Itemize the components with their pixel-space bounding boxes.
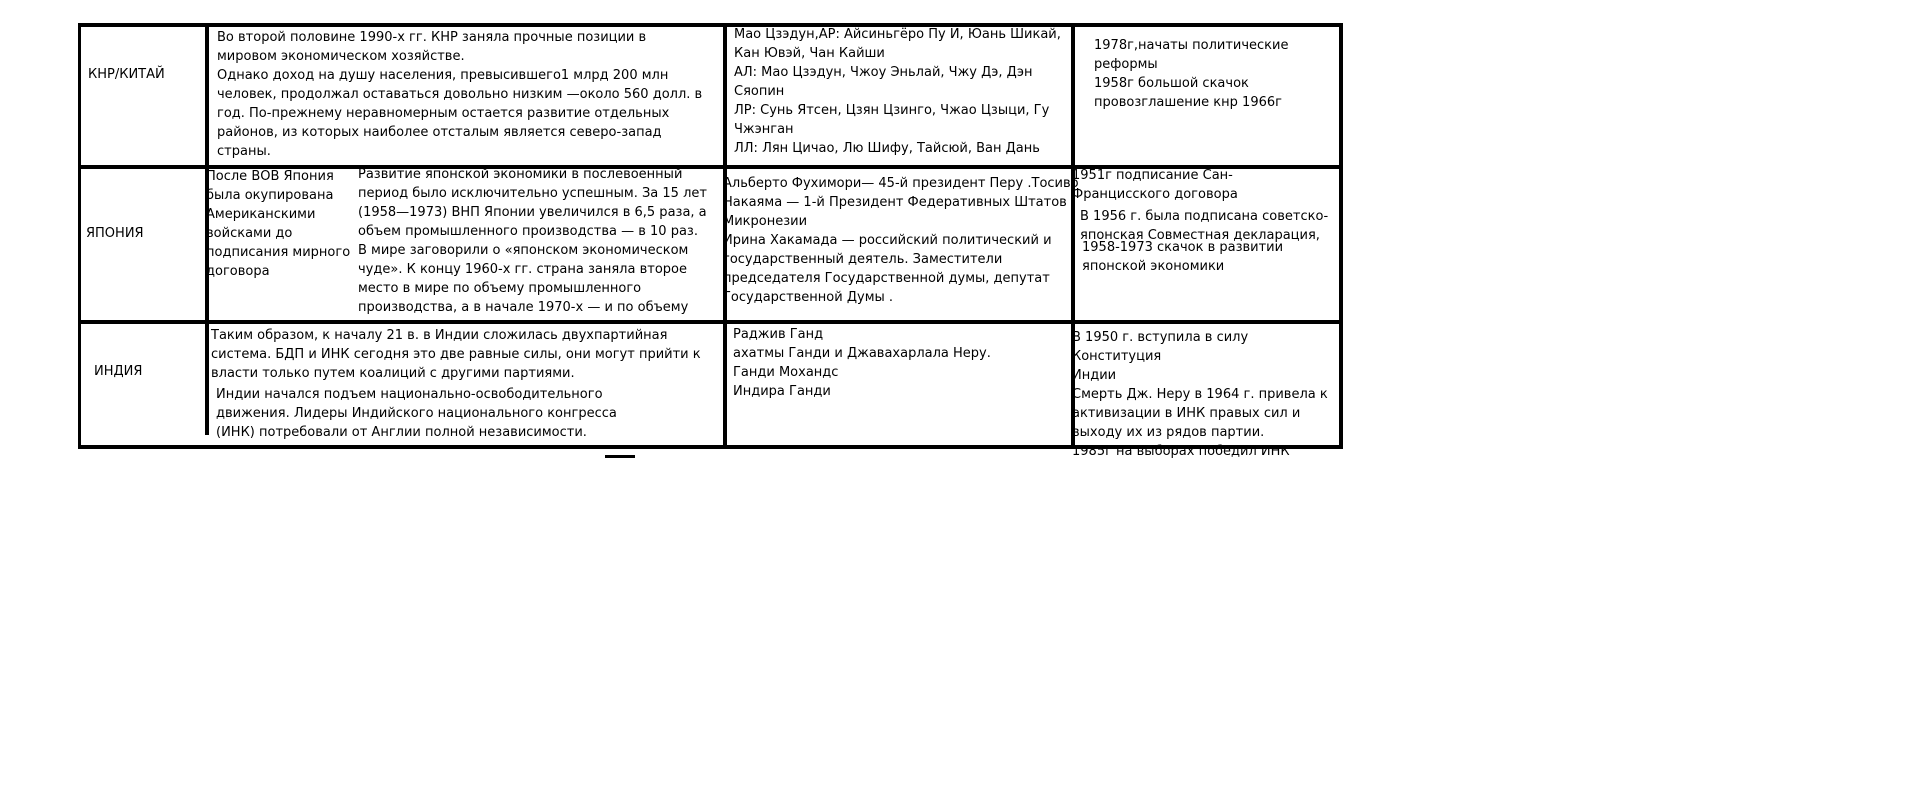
japan-occupation-text: После ВОВ Япония была окупирована Американскими войсками до подписания мирного договора	[206, 169, 351, 279]
japan-leap-text: 1958-1973 скачок в развитии японской экономики	[1082, 240, 1284, 274]
country-india: ИНДИЯ	[94, 364, 143, 379]
country-china: КНР/КИТАЙ	[88, 67, 165, 82]
india-independence-text: Индии начался подъем национально-освободительного движения. Лидеры Индийского национального конгресса (ИНК) потребовали от Англии полной независимости.	[216, 387, 617, 440]
china-economy-text: Во второй половине 1990-х гг. КНР заняла прочные позиции в мировом экономическом хозяйстве. Однако доход на душу населения, превысившего1 млрд 200 млн человек, продолжал оставаться довольно низким —около 560 долл. в год. По-прежнему неравномерным остается развитие отдельных районов, из которых наиболее отсталым является северо-запад страны.	[217, 30, 703, 159]
japan-economy-text: Развитие японской экономики в послевоенный период было исключительно успешным. За 15 лет (1958—1973) ВНП Японии увеличился в 6,5 раза, а объем промышленного производства — в 10 раз. В мире заговорили о «японском экономическом чуде». К концу 1960-х гг. страна заняла второе место в мире по объему промышленного производства, а в начале 1970-х — и по объему	[358, 167, 707, 315]
india-party-system-text: Таким образом, к началу 21 в. в Индии сложилась двухпартийная система. БДП и ИНК сегодня это две равные силы, они могут прийти к власти только путем коалиций с другими партиями.	[211, 328, 701, 381]
stray-mark	[605, 455, 635, 458]
table-border-top	[78, 23, 1343, 27]
china-leaders-text: Мао Цзэдун,АР: Айсиньгёро Пу И, Юань Шикай, Кан Ювэй, Чан Кайши АЛ: Мао Цзэдун, Чжоу Эньлай, Чжу Дэ, Дэн Сяопин ЛР: Сунь Ятсен, Цзян Цзинго, Чжао Цзыци, Гу Чжэнган ЛЛ: Лян Цичао, Лю Шифу, Тайсюй, Ван Дань	[734, 27, 1061, 156]
india-leaders-text: Раджив Ганд ахатмы Ганди и Джавахарлала Неру. Ганди Мохандс Индира Ганди	[733, 327, 991, 399]
japan-treaty-text: 1951г подписание Сан- Францисского договора	[1072, 168, 1238, 202]
japan-leaders-text: Альберто Фухимори— 45-й президент Перу .Тосиво Накаяма — 1-й Президент Федеративных Штатов Микронезии Ирина Хакамада — российский политический и государственный деятель. Заместители председателя Государственной думы, депутат Государственной Думы .	[723, 176, 1079, 305]
country-japan: ЯПОНИЯ	[86, 226, 144, 241]
japan-declaration-text: В 1956 г. была подписана советско- японская Совместная декларация,	[1080, 209, 1329, 243]
row-divider-2	[78, 320, 1343, 324]
china-dates-text: 1978г,начаты политические реформы 1958г большой скачок провозглашение кнр 1966г	[1094, 38, 1289, 110]
india-dates-text: В 1950 г. вступила в силу Конституция Индии Смерть Дж. Неру в 1964 г. привела к активизации в ИНК правых сил и выходу их из рядов партии. 1985г на выборах победил ИНК	[1072, 330, 1328, 459]
table-border-left	[78, 23, 81, 449]
